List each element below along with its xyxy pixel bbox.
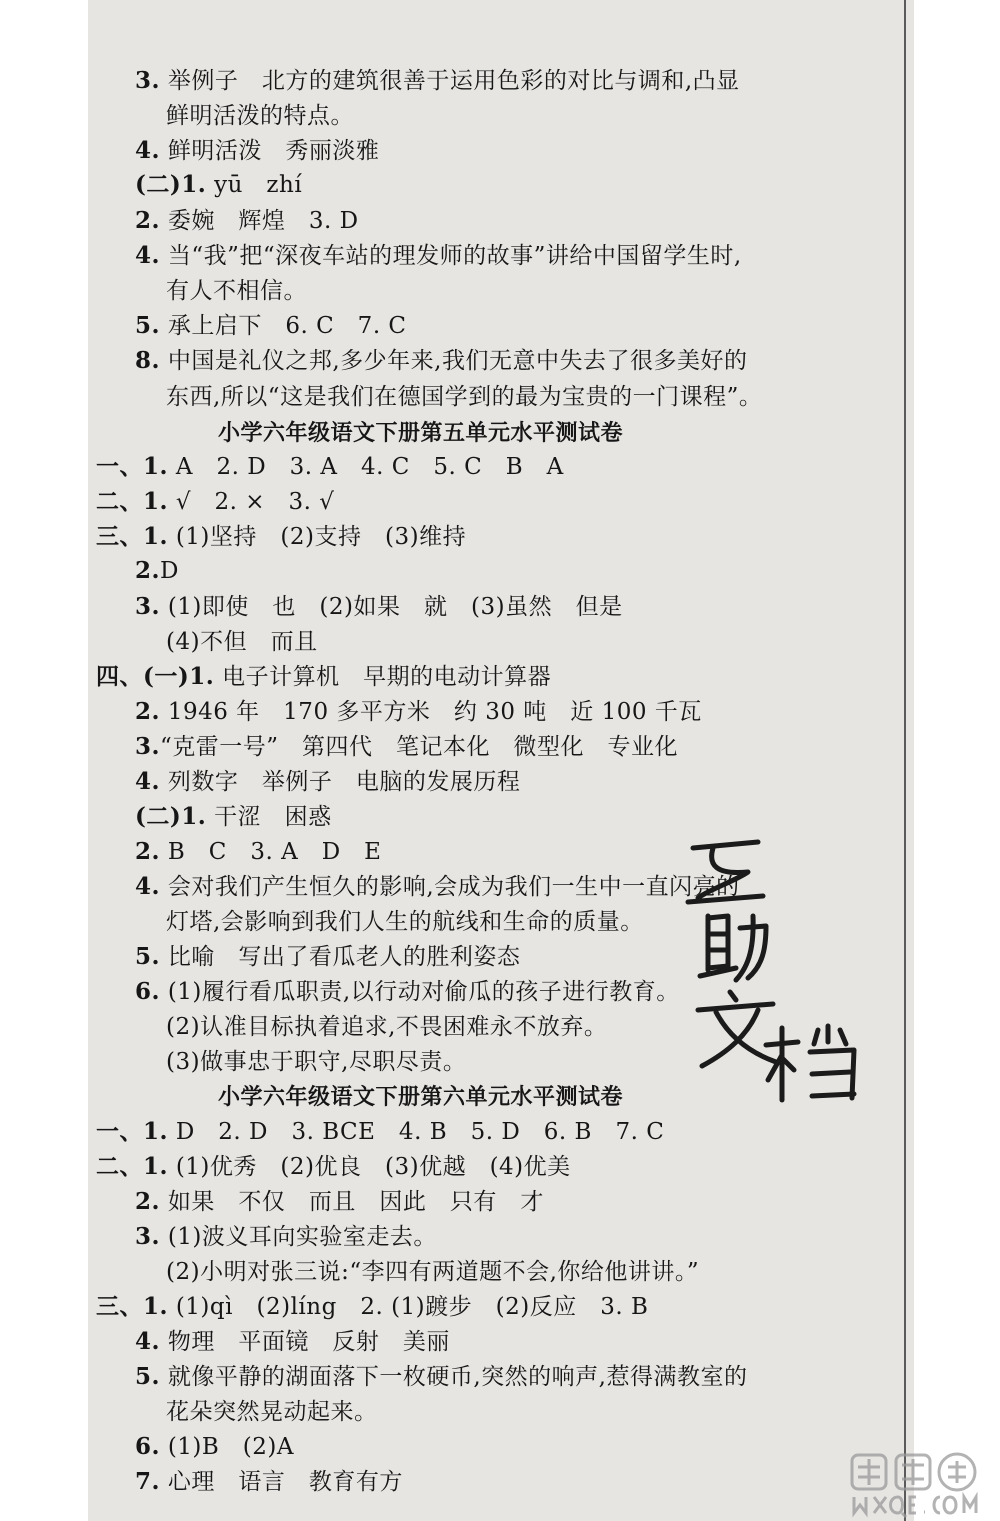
answer-line: (二)1. yū zhí (135, 171, 303, 198)
section-heading: 小学六年级语文下册第六单元水平测试卷 (218, 1084, 624, 1110)
watermark-logo (844, 1449, 994, 1519)
answer-line: 2. 委婉 辉煌 3. D (135, 207, 359, 234)
answer-line: 一、1. D 2. D 3. BCE 4. B 5. D 6. B 7. C (96, 1118, 665, 1145)
answer-line: 5. 承上启下 6. C 7. C (135, 312, 407, 339)
answer-line: 2. 如果 不仅 而且 因此 只有 才 (135, 1188, 544, 1215)
answer-line: (4)不但 而且 (166, 629, 318, 655)
answer-line: 4. 当“我”把“深夜车站的理发师的故事”讲给中国留学生时, (135, 242, 742, 269)
answer-line: 5. 就像平静的湖面落下一枚硬币,突然的响声,惹得满教室的 (135, 1363, 748, 1390)
answer-line: 东西,所以“这是我们在德国学到的最为宝贵的一门课程”。 (166, 384, 763, 410)
answer-line: 5. 比喻 写出了看瓜老人的胜利姿态 (135, 943, 521, 970)
answer-line: (2)认准目标执着追求,不畏困难永不放弃。 (166, 1014, 608, 1040)
answer-line: 3. 举例子 北方的建筑很善于运用色彩的对比与调和,凸显 (135, 67, 740, 94)
answer-line: 一、1. A 2. D 3. A 4. C 5. C B A (96, 453, 564, 480)
answer-line: 花朵突然晃动起来。 (166, 1399, 378, 1425)
handwritten-annotation (678, 830, 878, 1120)
answer-line: 二、1. √ 2. × 3. √ (96, 488, 335, 515)
answer-line: 4. 物理 平面镜 反射 美丽 (135, 1328, 450, 1355)
answer-line: 6. (1)履行看瓜职责,以行动对偷瓜的孩子进行教育。 (135, 978, 680, 1005)
answer-line: 鲜明活泼的特点。 (166, 103, 354, 129)
answer-line: 四、(一)1. 电子计算机 早期的电动计算器 (96, 663, 552, 690)
answer-line: 6. (1)B (2)A (135, 1433, 294, 1460)
answer-line: 4. 列数字 举例子 电脑的发展历程 (135, 768, 521, 795)
section-heading: 小学六年级语文下册第五单元水平测试卷 (218, 420, 624, 446)
answer-line: 灯塔,会影响到我们人生的航线和生命的质量。 (166, 909, 644, 935)
answer-line: 3. (1)波义耳向实验室走去。 (135, 1223, 437, 1250)
answer-line: 3. (1)即使 也 (2)如果 就 (3)虽然 但是 (135, 593, 623, 620)
answer-line: 3.“克雷一号” 第四代 笔记本化 微型化 专业化 (135, 733, 679, 760)
answer-line: 三、1. (1)坚持 (2)支持 (3)维持 (96, 523, 467, 550)
answer-line: (3)做事忠于职守,尽职尽责。 (166, 1049, 467, 1075)
answer-line: 8. 中国是礼仪之邦,多少年来,我们无意中失去了很多美好的 (135, 347, 748, 374)
answer-line: 2. B C 3. A D E (135, 838, 382, 865)
answer-page (88, 0, 914, 1521)
page-edge-line (904, 0, 906, 1521)
answer-line: (2)小明对张三说:“李四有两道题不会,你给他讲讲。” (166, 1259, 700, 1285)
answer-line: 二、1. (1)优秀 (2)优良 (3)优越 (4)优美 (96, 1153, 571, 1180)
answer-line: 2. 1946 年 170 多平方米 约 30 吨 近 100 千瓦 (135, 698, 702, 725)
answer-line: 2.D (135, 557, 179, 584)
answer-line: (二)1. 干涩 困惑 (135, 803, 332, 830)
answer-line: 4. 鲜明活泼 秀丽淡雅 (135, 137, 380, 164)
answer-line: 4. 会对我们产生恒久的影响,会成为我们一生中一直闪亮的 (135, 873, 740, 900)
answer-line: 三、1. (1)qì (2)líng 2. (1)踱步 (2)反应 3. B (96, 1293, 649, 1320)
answer-line: 有人不相信。 (166, 278, 307, 304)
answer-line: 7. 心理 语言 教育有方 (135, 1468, 403, 1495)
